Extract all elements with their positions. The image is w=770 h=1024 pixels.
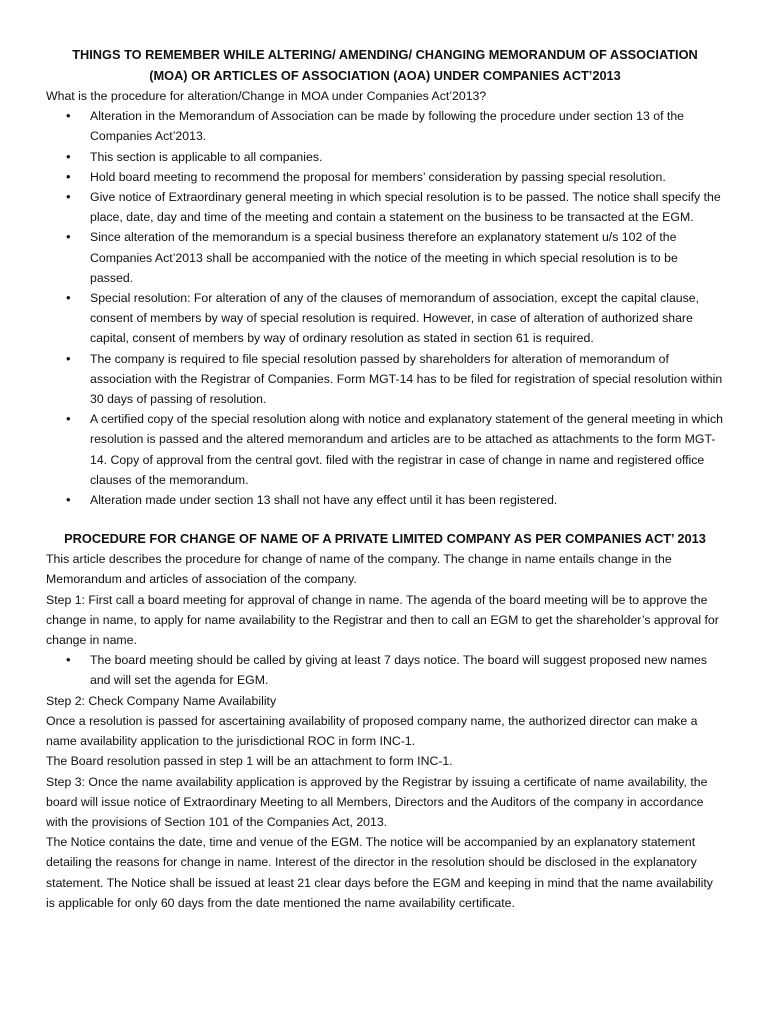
moa-bullet-item: • A certified copy of the special resolution along with notice and explanatory statement of the general meeting in which resolution is passed and the altered memorandum and articles are to be attached as attachments to the form MGT-14. Copy of approval from the central govt. filed with the registrar in case of change in name and registered office clauses of the memorandum. bbox=[46, 409, 724, 490]
step-3-text: Step 3: Once the name availability application is approved by the Registrar by issuing a certificate of name availability, the board will issue notice of Extraordinary Meeting to all Members, Directors and the Auditors of the company in accordance with the provisions of Section 101 of the Companies Act, 2013. bbox=[46, 774, 708, 829]
step-1-text: Step 1: First call a board meeting for approval of change in name. The agenda of the board meeting will be to approve the change in name, to apply for name availability to the Registrar and then to call an EGM to get the shareholder’s approval for change in name. bbox=[46, 592, 719, 648]
moa-bullet-item: • Special resolution: For alteration of any of the clauses of memorandum of association, except the capital clause, consent of members by way of special resolution is required. However, in case of alteration of authorized share capital, consent of members by way of ordinary resolution as stated in section 61 is required. bbox=[46, 288, 724, 349]
moa-bullet-item: • Since alteration of the memorandum is a special business therefore an explanatory statement u/s 102 of the Companies Act’2013 shall be accompanied with the notice of the meeting in which special resolution is to be passed. bbox=[46, 227, 724, 288]
moa-bullet-list bbox=[46, 106, 724, 510]
moa-question: What is the procedure for alteration/Change in MOA under Companies Act’2013? bbox=[46, 89, 487, 103]
step-2-heading: Step 2: Check Company Name Availability bbox=[46, 693, 277, 708]
moa-title-line-1: THINGS TO REMEMBER WHILE ALTERING/ AMENDING/ CHANGING MEMORANDUM OF ASSOCIATION bbox=[72, 47, 698, 62]
moa-bullet-item: • Hold board meeting to recommend the proposal for members’ consideration by passing special resolution. bbox=[46, 167, 724, 187]
moa-title bbox=[46, 44, 724, 86]
moa-bullet-item: • This section is applicable to all companies. bbox=[46, 147, 724, 167]
name-change-title: PROCEDURE FOR CHANGE OF NAME OF A PRIVATE LIMITED COMPANY AS PER COMPANIES ACT’ 2013 bbox=[64, 531, 706, 547]
moa-bullet-item: • The company is required to file special resolution passed by shareholders for alteration of memorandum of association with the Registrar of Companies. Form MGT-14 has to be filed for registration of special resolution within 30 days of passing of resolution. bbox=[46, 349, 724, 410]
moa-bullet-item: • Alteration in the Memorandum of Association can be made by following the procedure under section 13 of the Companies Act’2013. bbox=[46, 106, 724, 146]
step-1-bullet-list bbox=[46, 650, 724, 690]
step-2-note: The Board resolution passed in step 1 will be an attachment to form INC-1. bbox=[46, 754, 453, 769]
moa-bullet-item: • Give notice of Extraordinary general meeting in which special resolution is to be passed. The notice shall specify the place, date, day and time of the meeting and contain a statement on the business to be transacted at the EGM. bbox=[46, 187, 724, 227]
step-1-bullet-item: • The board meeting should be called by giving at least 7 days notice. The board will suggest proposed new names and will set the agenda for EGM. bbox=[46, 650, 724, 690]
notice-text: The Notice contains the date, time and venue of the EGM. The notice will be accompanied by an explanatory statement detailing the reasons for change in name. Interest of the director in the resolution should be disclosed in the explanatory statement. The Notice shall be issued at least 21 clear days before the EGM and keeping in mind that the name availability is applicable for only 60 days from the date mentioned the name availability certificate. bbox=[46, 835, 713, 910]
step-2-text: Once a resolution is passed for ascertaining availability of proposed company name, the authorized director can make a name availability application to the jurisdictional ROC in form INC-1. bbox=[46, 713, 698, 749]
name-change-intro: This article describes the procedure for change of name of the company. The change in name entails change in the Memorandum and articles of association of the company. bbox=[46, 552, 672, 587]
moa-title-line-2: (MOA) OR ARTICLES OF ASSOCIATION (AOA) UNDER COMPANIES ACT’2013 bbox=[149, 68, 621, 83]
moa-bullet-item: • Alteration made under section 13 shall not have any effect until it has been registered. bbox=[46, 490, 724, 510]
